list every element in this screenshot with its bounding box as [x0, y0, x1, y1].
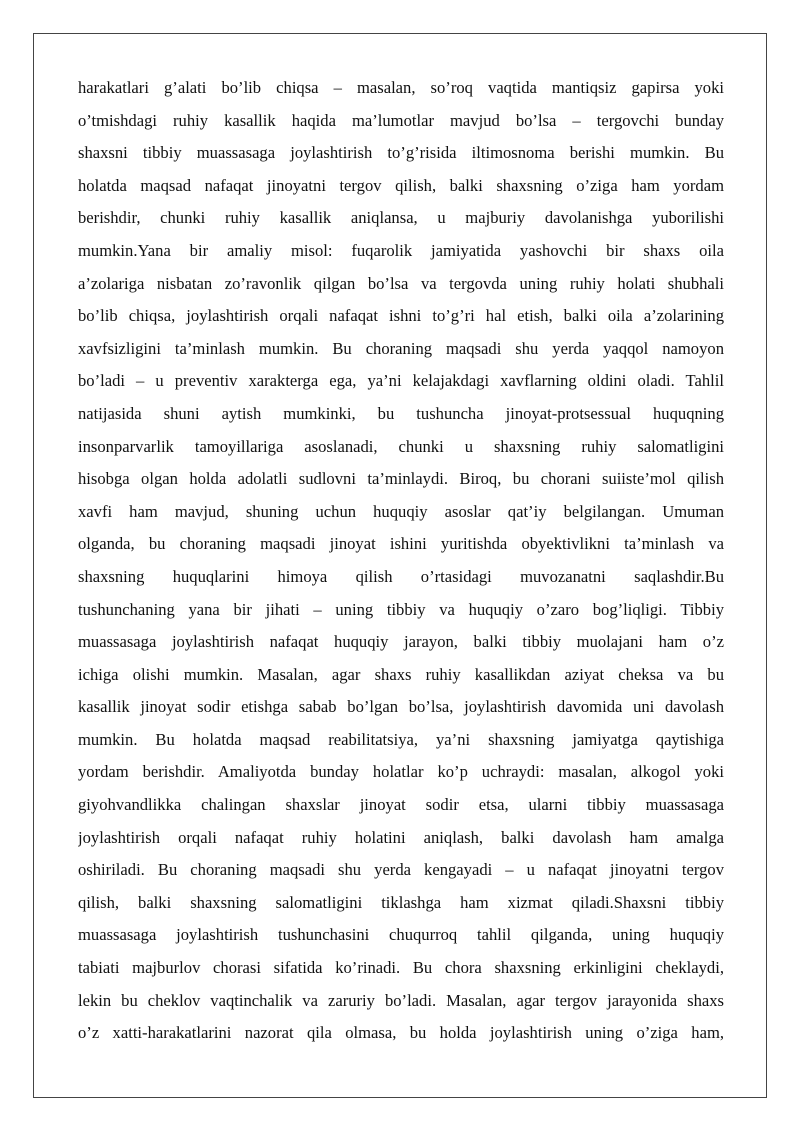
text-line: mumkin.Yana bir amaliy misol: fuqarolik jamiyatida yashovchi bir shaxs oila [78, 240, 724, 260]
text-line: bo’lib chiqsa, joylashtirish orqali nafaqat ishni to’g’ri hal etish, balki oila a’zolarining [78, 306, 724, 326]
body-text [78, 72, 724, 1050]
text-line: mumkin. Bu holatda maqsad reabilitatsiya, ya’ni shaxsning jamiyatga qaytishiga [78, 729, 724, 749]
text-line: joylashtirish orqali nafaqat ruhiy holatini aniqlash, balki davolash ham amalga [78, 827, 724, 847]
text-line: ichiga olishi mumkin. Masalan, agar shaxs ruhiy kasallikdan aziyat cheksa va bu [78, 664, 724, 684]
text-line: natijasida shuni aytish mumkinki, bu tushuncha jinoyat-protsessual huquqning [78, 403, 724, 423]
text-line: berishdir, chunki ruhiy kasallik aniqlansa, u majburiy davolanishga yuborilishi [78, 208, 724, 228]
text-line: harakatlari g’alati bo’lib chiqsa – masalan, so’roq vaqtida mantiqsiz gapirsa yoki [78, 78, 724, 97]
text-line: a’zolariga nisbatan zo’ravonlik qilgan bo’lsa va tergovda uning ruhiy holati shubhali [78, 273, 724, 293]
text-line: lekin bu cheklov vaqtinchalik va zaruriy bo’ladi. Masalan, agar tergov jarayonida shaxs [78, 990, 724, 1010]
text-line: hisobga olgan holda adolatli sudlovni ta’minlaydi. Biroq, bu chorani suiiste’mol qilish [78, 469, 724, 489]
text-line: insonparvarlik tamoyillariga asoslanadi, chunki u shaxsning ruhiy salomatligini [78, 436, 724, 456]
text-line: muassasaga joylashtirish tushunchasini chuqurroq tahlil qilganda, uning huquqiy [78, 925, 724, 945]
text-line: xavfi ham mavjud, shuning uchun huquqiy asoslar qat’iy belgilangan. Umuman [78, 501, 724, 521]
text-line: kasallik jinoyat sodir etishga sabab bo’lgan bo’lsa, joylashtirish davomida uni davolash [78, 697, 724, 717]
text-line: muassasaga joylashtirish nafaqat huquqiy jarayon, balki tibbiy muolajani ham o’z [78, 632, 724, 652]
text-line: yordam berishdir. Amaliyotda bunday holatlar ko’p uchraydi: masalan, alkogol yoki [78, 762, 724, 782]
text-line: holatda maqsad nafaqat jinoyatni tergov qilish, balki shaxsning o’ziga ham yordam [78, 175, 724, 195]
text-line: bo’ladi – u preventiv xarakterga ega, ya’ni kelajakdagi xavflarning oldini oladi. Tahlil [78, 371, 724, 391]
text-line: shaxsni tibbiy muassasaga joylashtirish to’g’risida iltimosnoma berishi mumkin. Bu [78, 143, 724, 163]
text-line: tabiati majburlov chorasi sifatida ko’rinadi. Bu chora shaxsning erkinligini cheklaydi, [78, 958, 724, 978]
text-line: tushunchaning yana bir jihati – uning tibbiy va huquqiy o’zaro bog’liqligi. Tibbiy [78, 599, 724, 619]
text-line: olganda, bu choraning maqsadi jinoyat ishini yuritishda obyektivlikni ta’minlash va [78, 534, 724, 554]
text-line: shaxsning huquqlarini himoya qilish o’rtasidagi muvozanatni saqlashdir.Bu [78, 566, 724, 586]
text-line: xavfsizligini ta’minlash mumkin. Bu choraning maqsadi shu yerda yaqqol namoyon [78, 338, 724, 358]
text-line: giyohvandlikka chalingan shaxslar jinoyat sodir etsa, ularni tibbiy muassasaga [78, 795, 724, 815]
text-line: o’z xatti-harakatlarini nazorat qila olmasa, bu holda joylashtirish uning o’ziga ham, [78, 1023, 724, 1043]
text-line: o’tmishdagi ruhiy kasallik haqida ma’lumotlar mavjud bo’lsa – tergovchi bunday [78, 110, 724, 130]
text-line: oshiriladi. Bu choraning maqsadi shu yerda kengayadi – u nafaqat jinoyatni tergov [78, 860, 724, 880]
text-line: qilish, balki shaxsning salomatligini tiklashga ham xizmat qiladi.Shaxsni tibbiy [78, 892, 724, 912]
